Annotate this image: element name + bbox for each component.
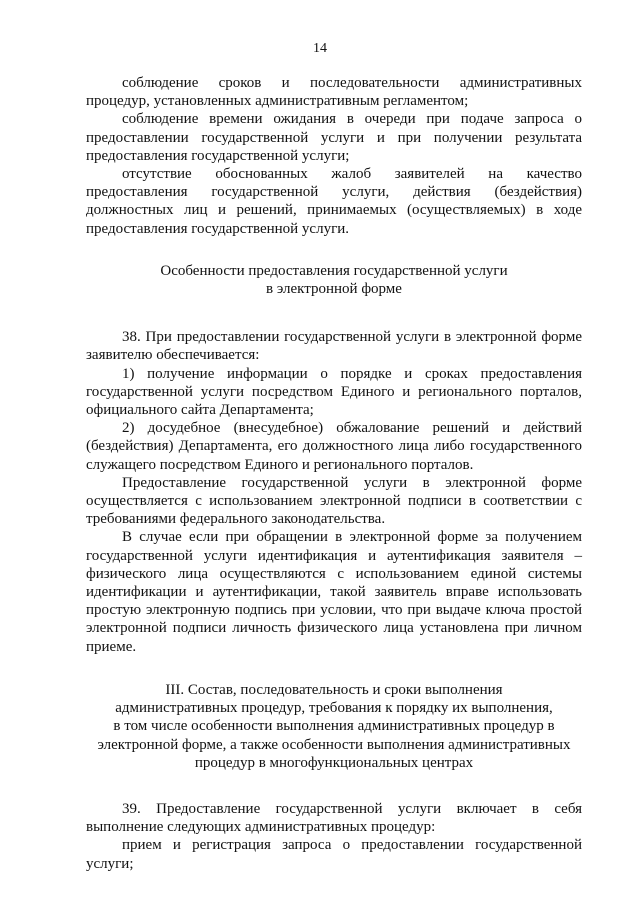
section-heading-iii — [86, 681, 582, 772]
paragraph-subitem-2: 2) досудебное (внесудебное) обжалование решений и действий (бездействия) Департамента, его должностного лица либо государственного служащего посредством Единого и регионального порталов. — [86, 420, 582, 473]
paragraph-waiting-time: соблюдение времени ожидания в очереди при подаче запроса о предоставлении государственной услуги и при получении результата предоставления государственной услуги; — [86, 111, 582, 164]
heading-line: электронной форме, а также особенности выполнения административных — [97, 736, 571, 753]
paragraph-no-complaints: отсутствие обоснованных жалоб заявителей на качество предоставления государственной услуги, действия (бездействия) должностных лиц и решений, принимаемых (осуществляемых) в ходе предоставления государственной услуги. — [86, 166, 582, 237]
heading-line: административных процедур, требования к порядку их выполнения, — [115, 700, 553, 717]
heading-line: процедур в многофункциональных центрах — [194, 754, 474, 771]
paragraph-item-38: 38. При предоставлении государственной услуги в электронной форме заявителю обеспечивается: — [86, 329, 582, 364]
document-body — [86, 74, 582, 873]
paragraph-simple-signature: В случае если при обращении в электронной форме за получением государственной услуги идентификация и аутентификация заявителя – физического лица осуществляются с использованием единой системы идентификации и аутентификации, такой заявитель вправе использовать простую электронную подпись при условии, что при выдаче ключа простой электронной подписи личность физического лица установлена при личном приеме. — [86, 529, 582, 655]
heading-line: III. Состав, последовательность и сроки выполнения — [165, 681, 503, 698]
paragraph-electronic-signature: Предоставление государственной услуги в электронной форме осуществляется с использованием электронной подписи в соответствии с требованиями федерального законодательства. — [86, 474, 582, 528]
page-number: 14 — [313, 41, 327, 56]
paragraph-deadlines: соблюдение сроков и последовательности административных процедур, установленных административным регламентом; — [86, 75, 582, 110]
heading-line: в том числе особенности выполнения административных процедур в — [113, 718, 555, 735]
paragraph-procedure-reception: прием и регистрация запроса о предоставлении государственной услуги; — [86, 837, 582, 872]
heading-line: Особенности предоставления государственной услуги — [160, 262, 508, 279]
heading-line: в электронной форме — [266, 281, 402, 298]
paragraph-item-39: 39. Предоставление государственной услуги включает в себя выполнение следующих административных процедур: — [86, 800, 582, 836]
section-heading-electronic — [86, 262, 582, 298]
paragraph-subitem-1: 1) получение информации о порядке и сроках предоставления государственной услуги посредством Единого и регионального порталов, официального сайта Департамента; — [86, 365, 582, 419]
